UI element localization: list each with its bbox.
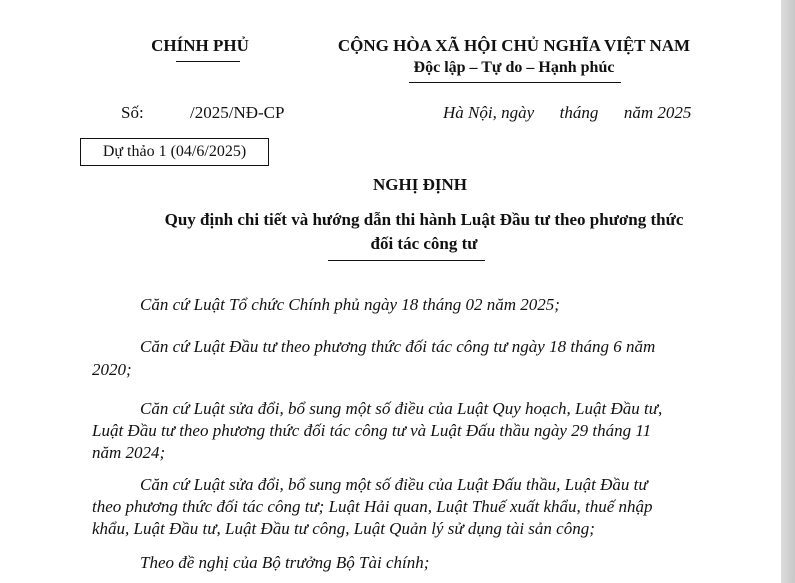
preamble-line: Luật Đầu tư theo phương thức đối tác công tư và Luật Đấu thầu ngày 29 tháng 11	[92, 421, 652, 440]
preamble-line: Căn cứ Luật Tổ chức Chính phủ ngày 18 tháng 02 năm 2025;	[140, 295, 560, 314]
preamble-line: Căn cứ Luật Đầu tư theo phương thức đối tác công tư ngày 18 tháng 6 năm	[140, 337, 656, 356]
draft-label-box: Dự thảo 1 (04/6/2025)	[80, 138, 269, 166]
document-type: NGHỊ ĐỊNH	[373, 175, 467, 194]
preamble-line: khẩu, Luật Đầu tư, Luật Đầu tư công, Luật Quản lý sử dụng tài sản công;	[92, 519, 595, 538]
document-subject-line-2: đối tác công tư	[370, 234, 478, 253]
preamble-line: 2020;	[92, 360, 132, 379]
issuing-agency: CHÍNH PHỦ	[151, 36, 249, 55]
preamble-line: năm 2024;	[92, 443, 166, 462]
national-motto: Độc lập – Tự do – Hạnh phúc	[413, 59, 615, 76]
motto-underline	[409, 82, 621, 83]
doc-number-label: Số:	[121, 103, 144, 122]
agency-underline	[176, 61, 240, 62]
place-date: Hà Nội, ngày tháng năm 2025	[443, 103, 692, 122]
document-subject-line-1: Quy định chi tiết và hướng dẫn thi hành Luật Đầu tư theo phương thức	[164, 210, 684, 229]
preamble-line: Căn cứ Luật sửa đổi, bổ sung một số điều của Luật Đấu thầu, Luật Đầu tư	[140, 475, 648, 494]
doc-number-value: /2025/NĐ-CP	[190, 103, 285, 122]
page-edge-shadow	[781, 0, 795, 583]
preamble-line: Căn cứ Luật sửa đổi, bổ sung một số điều của Luật Quy hoạch, Luật Đầu tư,	[140, 399, 663, 418]
preamble-line: Theo đề nghị của Bộ trưởng Bộ Tài chính;	[140, 553, 430, 572]
national-title: CỘNG HÒA XÃ HỘI CHỦ NGHĨA VIỆT NAM	[337, 36, 691, 55]
preamble-line: theo phương thức đối tác công tư; Luật Hải quan, Luật Thuế xuất khẩu, thuế nhập	[92, 497, 653, 516]
subject-underline	[328, 260, 485, 261]
